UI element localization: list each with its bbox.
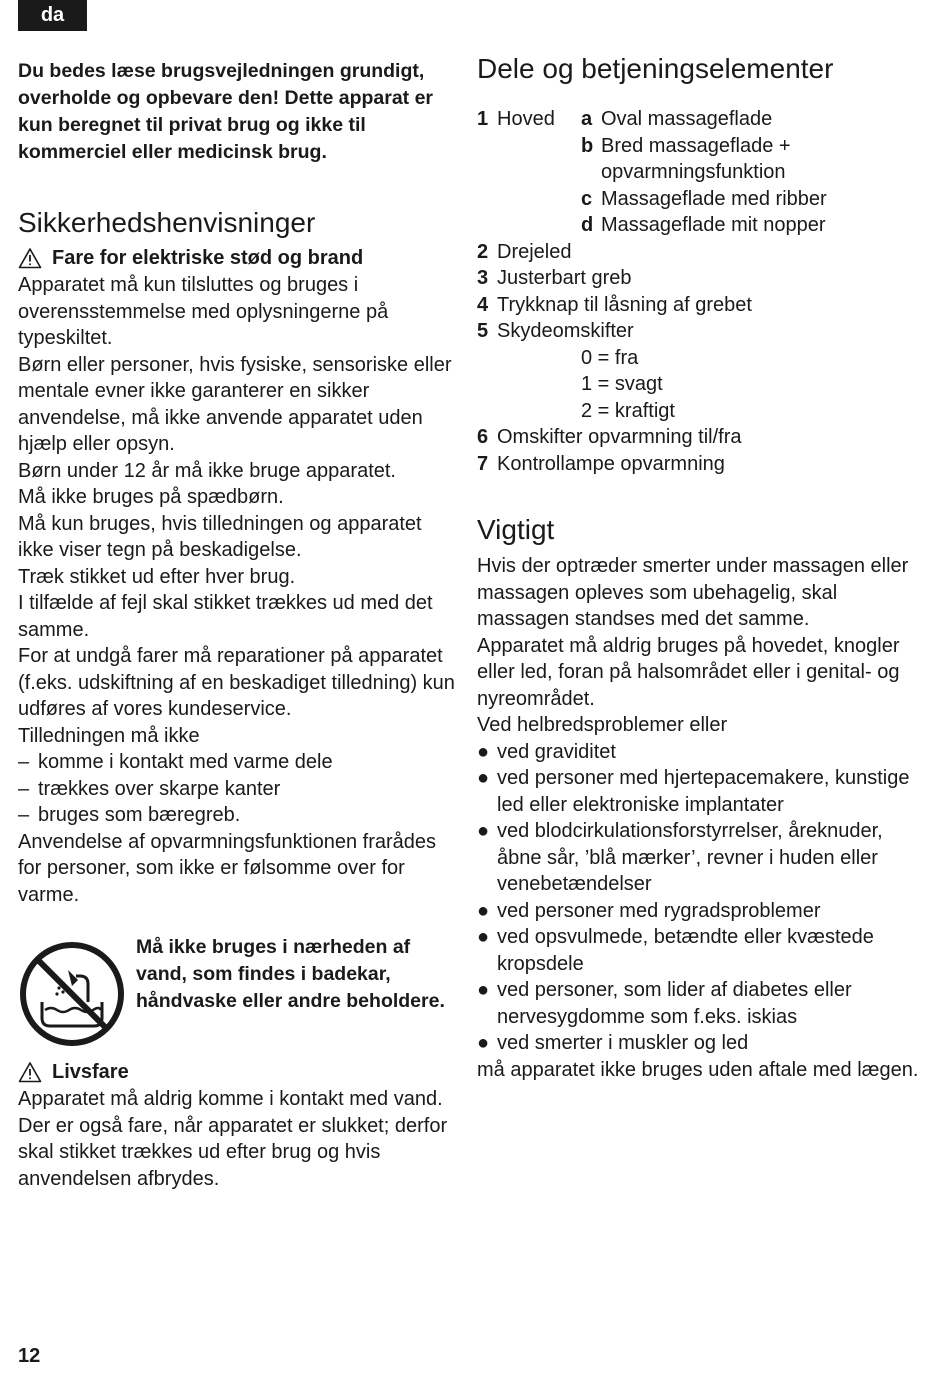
closing-text: må apparatet ikke bruges uden aftale med lægen. — [477, 1058, 919, 1081]
page-number: 12 — [18, 1345, 41, 1367]
warning-electric-title: Fare for elektriske stød og brand — [52, 247, 364, 269]
important-paragraph: Hvis der optræder smerter under massagen eller massagen opleves som ubehagelig, skal massagen standses med det samme. — [477, 555, 909, 630]
warning-life-text: Apparatet må aldrig komme i kontakt med vand. Der er også fare, når apparatet er slukket; derfor skal stikket trækkes ud efter brug og hvis anvendelsen afbrydes. — [18, 1088, 448, 1190]
bath-warning-text: Må ikke bruges i nærheden af vand, som findes i badekar, håndvaske eller andre beholdere. — [136, 936, 445, 1012]
part-item: 1 Hoved a Oval massageflade b Bred massageflade + opvarmningsfunktion c Massageflade med ribber d Massageflade mit nopper — [477, 106, 932, 239]
dash-list-item: – trækkes over skarpe kanter — [18, 777, 281, 800]
dash-list-item: – komme i kontakt med varme dele — [18, 751, 333, 773]
bullet-item: ● ved personer, som lider af diabetes eller nervesygdomme som f.eks. iskias — [477, 977, 932, 1030]
important-content — [477, 553, 932, 1083]
part-item: 7 Kontrollampe opvarmning — [477, 452, 725, 475]
bullet-item: ● ved smerter i muskler og led — [477, 1030, 932, 1057]
warning-life-title: Livsfare — [52, 1061, 129, 1083]
safety-paragraph: Tilledningen må ikke — [18, 724, 200, 747]
bullet-item: ● ved opsvulmede, betændte eller kvæstede kropsdele — [477, 924, 932, 977]
bullet-dot-icon: ● — [477, 899, 490, 922]
switch-state: 0 = fra — [581, 346, 639, 369]
parts-heading: Dele og betjeningselementer — [477, 53, 834, 84]
part-sub-item: d Massageflade mit nopper — [581, 214, 826, 236]
safety-paragraph: Børn under 12 år må ikke bruge apparatet. — [18, 459, 396, 482]
bullet-dot-icon: ● — [477, 820, 490, 842]
important-heading: Vigtigt — [477, 514, 555, 545]
safety-paragraph: Apparatet må kun tilsluttes og bruges i overensstemmelse med oplysningerne på typeskiltet. — [18, 274, 389, 349]
bullet-item: ● ved blodcirkulationsforstyrrelser, åreknuder, åbne sår, ’blå mærker’, revner i huden eller venebetændelser — [477, 818, 932, 898]
warning-electric-heading — [18, 244, 458, 272]
language-tab: da — [18, 0, 87, 31]
switch-state: 1 = svagt — [581, 373, 663, 395]
part-item: 2 Drejeled — [477, 240, 572, 263]
safety-paragraph: Må ikke bruges på spædbørn. — [18, 486, 284, 508]
safety-paragraph: Træk stikket ud efter hver brug. — [18, 565, 296, 588]
safety-heading: Sikkerhedshenvisninger — [18, 207, 316, 238]
important-paragraph: Ved helbredsproblemer eller — [477, 714, 728, 736]
part-item: 5 Skydeomskifter — [477, 320, 634, 342]
bullet-dot-icon: ● — [477, 767, 490, 789]
heat-note: Anvendelse af opvarmningsfunktionen frarådes for personer, som ikke er følsomme over for varme. — [18, 830, 437, 906]
safety-paragraph: For at undgå farer må reparationer på apparatet (f.eks. udskiftning af en beskadiget tilledning) kun udføres af vores kundeservice. — [18, 645, 455, 720]
bullet-item: ● ved graviditet — [477, 739, 932, 766]
bullet-item: ● ved personer med rygradsproblemer — [477, 898, 932, 925]
part-item: 4 Trykknap til låsning af grebet — [477, 293, 752, 316]
right-column — [477, 52, 932, 1083]
warning-triangle-icon — [18, 247, 42, 269]
left-column — [18, 58, 458, 1192]
no-bath-water-icon — [18, 940, 126, 1048]
bath-warning-block — [18, 934, 458, 1048]
warning-life-heading — [18, 1058, 458, 1086]
safety-paragraphs — [18, 272, 458, 908]
part-item: 3 Justerbart greb — [477, 267, 632, 289]
safety-paragraph: Børn eller personer, hvis fysiske, sensoriske eller mentale evner ikke garanterer en sikker anvendelse, må ikke anvende apparatet uden hjælp eller opsyn. — [18, 353, 452, 455]
bullet-item: ● ved personer med hjertepacemakere, kunstige led eller elektroniske implantater — [477, 765, 932, 818]
bullet-dot-icon: ● — [477, 926, 490, 948]
intro-text: Du bedes læse brugsvejledningen grundigt, overholde og opbevare den! Dette apparat er kun beregnet til privat brug og ikke til kommerciel eller medicinsk brug. — [18, 60, 434, 163]
parts-list — [477, 106, 932, 477]
bullet-dot-icon: ● — [477, 979, 490, 1001]
part-sub-item: c Massageflade med ribber — [581, 187, 827, 210]
important-paragraph: Apparatet må aldrig bruges på hovedet, knogler eller led, foran på halsområdet eller i genital- og nyreområdet. — [477, 634, 900, 710]
part-sub-item: a Oval massageflade — [581, 108, 773, 130]
safety-paragraph: I tilfælde af fejl skal stikket trækkes ud med det samme. — [18, 592, 433, 641]
switch-state: 2 = kraftigt — [581, 399, 675, 422]
bullet-dot-icon: ● — [477, 740, 490, 763]
bullet-dot-icon: ● — [477, 1032, 490, 1054]
part-sub-item: b Bred massageflade + opvarmningsfunktion — [581, 134, 791, 183]
dash-list-item: – bruges som bæregreb. — [18, 804, 241, 826]
safety-paragraph: Må kun bruges, hvis tilledningen og apparatet ikke viser tegn på beskadigelse. — [18, 512, 422, 561]
part-sub-list — [581, 106, 932, 239]
warning-triangle-icon — [18, 1061, 42, 1083]
part-item: 6 Omskifter opvarmning til/fra — [477, 426, 742, 448]
